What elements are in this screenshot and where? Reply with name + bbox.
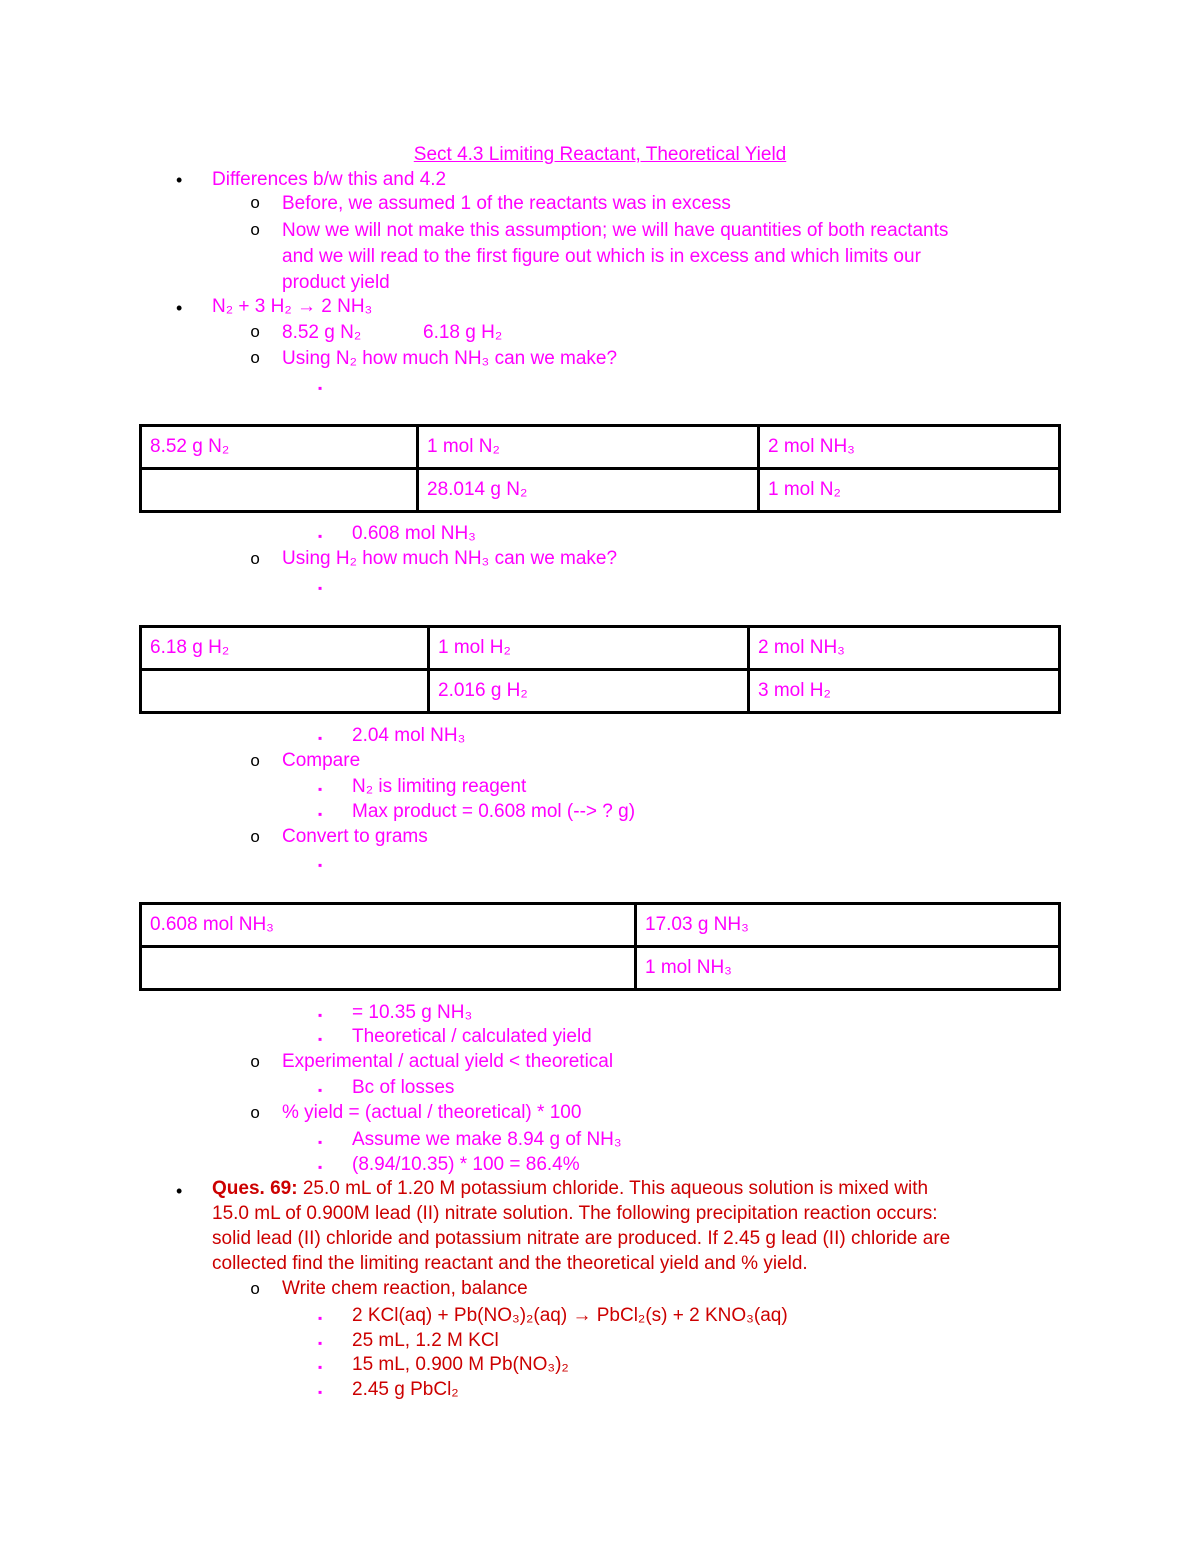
bullet-circle: o (250, 1054, 261, 1073)
outline-item-mass-h2: 6.18 g H₂ (423, 322, 503, 343)
table-cell: 6.18 g H₂ (141, 627, 429, 670)
outline-item-calc: (8.94/10.35) * 100 = 86.4% (352, 1154, 580, 1175)
bullet-square: ▪ (318, 381, 323, 395)
table-cell: 1 mol NH₃ (636, 947, 1060, 990)
bullet-square: ▪ (318, 1032, 323, 1046)
table-cell: 2 mol NH₃ (759, 426, 1060, 469)
outline-item-now-line3: product yield (282, 272, 390, 293)
bullet-square: ▪ (318, 1008, 323, 1022)
outline-item-write-reaction: Write chem reaction, balance (282, 1278, 528, 1299)
bullet-disc: • (176, 298, 183, 318)
outline-item-reaction: N₂ + 3 H₂ → 2 NH₃ (212, 296, 373, 317)
bullet-square: ▪ (318, 1311, 323, 1325)
outline-item-now-line2: and we will read to the first figure out which is in excess and which limits our (282, 246, 921, 267)
question-69-line1 (212, 1177, 928, 1201)
outline-item-assume: Assume we make 8.94 g of NH₃ (352, 1129, 622, 1150)
question-69-line3: solid lead (II) chloride and potassium nitrate are produced. If 2.45 g lead (II) chloride are (212, 1228, 951, 1249)
table-cell: 2.016 g H₂ (429, 670, 749, 713)
bullet-square: ▪ (318, 1360, 323, 1374)
page-title: Sect 4.3 Limiting Reactant, Theoretical Yield (413, 144, 787, 165)
outline-item-kcl: 25 mL, 1.2 M KCl (352, 1330, 499, 1351)
bullet-circle: o (250, 551, 261, 570)
bullet-square: ▪ (318, 731, 323, 745)
conversion-table-grams (139, 902, 1061, 991)
outline-item-using-n2: Using N₂ how much NH₃ can we make? (282, 348, 618, 369)
outline-item-compare: Compare (282, 750, 361, 771)
outline-item-equation: 2 KCl(aq) + Pb(NO₃)₂(aq) → PbCl₂(s) + 2 KNO₃(aq) (352, 1305, 788, 1326)
bullet-disc: • (176, 1181, 183, 1201)
outline-item-using-h2: Using H₂ how much NH₃ can we make? (282, 548, 618, 569)
outline-item-differences: Differences b/w this and 4.2 (212, 169, 447, 190)
bullet-square: ▪ (318, 1336, 323, 1350)
outline-item-limiting: N₂ is limiting reagent (352, 776, 527, 797)
bullet-circle: o (250, 195, 261, 214)
bullet-circle: o (250, 1281, 261, 1300)
question-69-line2: 15.0 mL of 0.900M lead (II) nitrate solution. The following precipitation reaction occurs: (212, 1203, 938, 1224)
bullet-circle: o (250, 324, 261, 343)
outline-item-percent-yield: % yield = (actual / theoretical) * 100 (282, 1102, 582, 1123)
outline-item-convert: Convert to grams (282, 826, 428, 847)
bullet-circle: o (250, 753, 261, 772)
table-cell (141, 947, 636, 990)
conversion-table-h2 (139, 625, 1061, 714)
bullet-square: ▪ (318, 858, 323, 872)
bullet-circle: o (250, 1105, 261, 1124)
bullet-square: ▪ (318, 807, 323, 821)
bullet-square: ▪ (318, 1160, 323, 1174)
table-cell (141, 670, 429, 713)
result-grams-nh3: = 10.35 g NH₃ (352, 1002, 473, 1023)
outline-item-losses: Bc of losses (352, 1077, 455, 1098)
bullet-disc: • (176, 170, 183, 190)
table-cell (141, 469, 418, 512)
outline-item-experimental: Experimental / actual yield < theoretical (282, 1051, 614, 1072)
bullet-circle: o (250, 222, 261, 241)
bullet-square: ▪ (318, 1135, 323, 1149)
bullet-circle: o (250, 829, 261, 848)
table-cell: 8.52 g N₂ (141, 426, 418, 469)
table-cell: 1 mol N₂ (418, 426, 759, 469)
outline-item-pbcl2: 2.45 g PbCl₂ (352, 1379, 459, 1400)
outline-item-theoretical: Theoretical / calculated yield (352, 1026, 592, 1047)
outline-item-pbno3: 15 mL, 0.900 M Pb(NO₃)₂ (352, 1354, 569, 1375)
table-cell: 1 mol N₂ (759, 469, 1060, 512)
bullet-circle: o (250, 350, 261, 369)
outline-item-mass-n2: 8.52 g N₂ (282, 322, 362, 343)
bullet-square: ▪ (318, 529, 323, 543)
table-cell: 2 mol NH₃ (749, 627, 1060, 670)
question-text: 25.0 mL of 1.20 M potassium chloride. This aqueous solution is mixed with (297, 1178, 929, 1199)
table-cell: 0.608 mol NH₃ (141, 904, 636, 947)
result-mol-nh3-from-h2: 2.04 mol NH₃ (352, 725, 466, 746)
table-cell: 3 mol H₂ (749, 670, 1060, 713)
table-cell: 17.03 g NH₃ (636, 904, 1060, 947)
question-69-line4: collected find the limiting reactant and the theoretical yield and % yield. (212, 1253, 808, 1274)
outline-item-before: Before, we assumed 1 of the reactants was in excess (282, 193, 731, 214)
outline-item-max-product: Max product = 0.608 mol (--> ? g) (352, 801, 636, 822)
bullet-square: ▪ (318, 782, 323, 796)
question-label: Ques. 69: (212, 1178, 298, 1199)
table-cell: 28.014 g N₂ (418, 469, 759, 512)
conversion-table-n2 (139, 424, 1061, 513)
bullet-square: ▪ (318, 1385, 323, 1399)
result-mol-nh3-from-n2: 0.608 mol NH₃ (352, 523, 476, 544)
bullet-square: ▪ (318, 581, 323, 595)
bullet-square: ▪ (318, 1083, 323, 1097)
outline-item-now-line1: Now we will not make this assumption; we will have quantities of both reactants (282, 220, 949, 241)
table-cell: 1 mol H₂ (429, 627, 749, 670)
